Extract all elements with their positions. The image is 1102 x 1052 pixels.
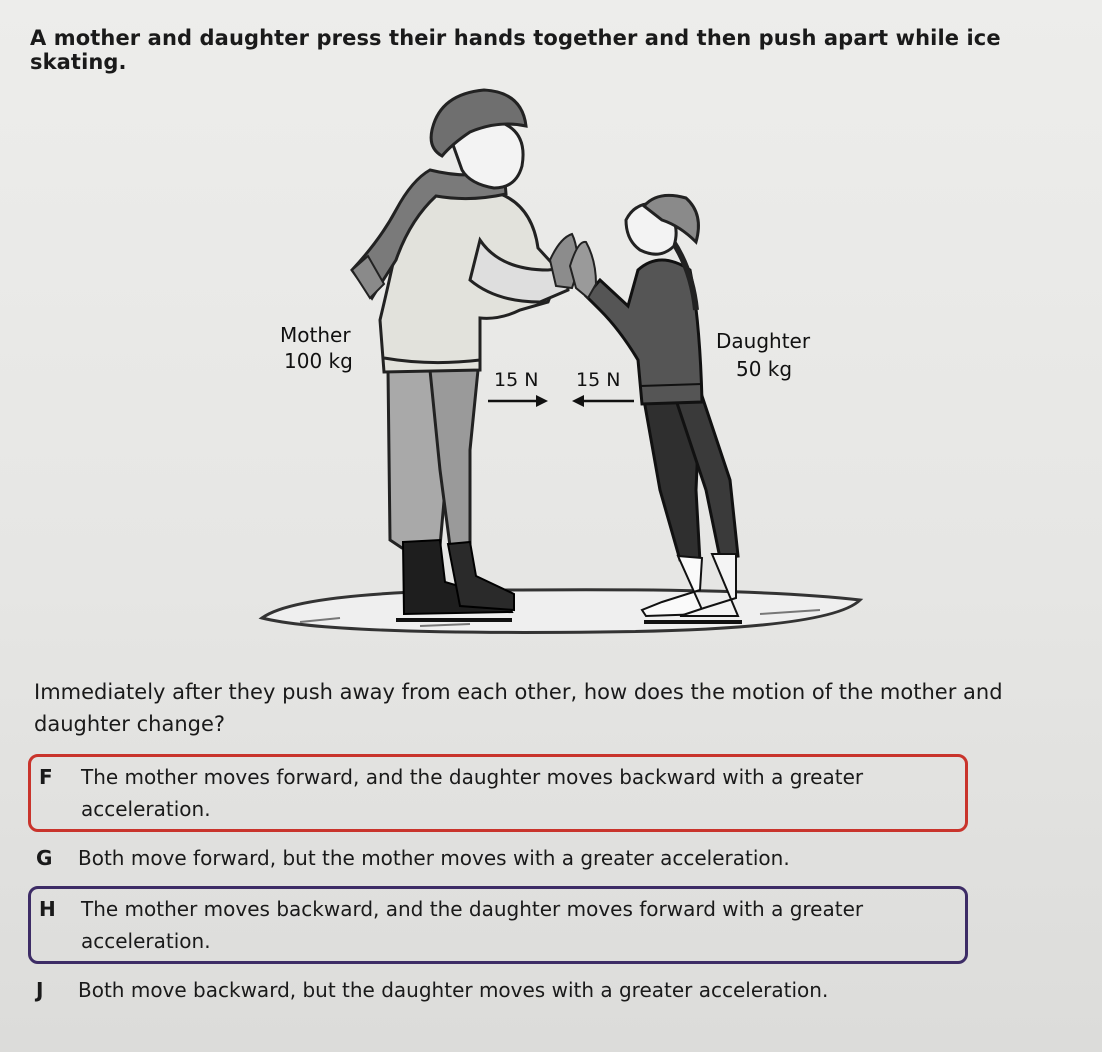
mother-label: Mother bbox=[280, 323, 351, 347]
force-label-left: 15 N bbox=[494, 369, 539, 391]
choice-j[interactable] bbox=[28, 974, 968, 1006]
question-text: Immediately after they push away from each other, how does the motion of the mother and daughter change? bbox=[34, 680, 1003, 736]
choice-f[interactable] bbox=[28, 754, 968, 832]
daughter-label: Daughter bbox=[716, 329, 811, 353]
question-stem: A mother and daughter press their hands together and then push apart while ice skating. bbox=[30, 26, 1001, 74]
daughter-figure bbox=[570, 195, 742, 622]
mother-figure bbox=[352, 90, 578, 620]
choice-g[interactable] bbox=[28, 842, 968, 874]
choice-text: Both move forward, but the mother moves with a greater acceleration. bbox=[78, 846, 790, 870]
choice-text: Both move backward, but the daughter moves with a greater acceleration. bbox=[78, 978, 829, 1002]
choice-letter: J bbox=[36, 978, 44, 1002]
choice-letter: F bbox=[39, 765, 53, 789]
choice-h[interactable] bbox=[28, 886, 968, 964]
mother-mass: 100 kg bbox=[284, 349, 353, 373]
ice-patch bbox=[262, 590, 860, 633]
choice-letter: G bbox=[36, 846, 53, 870]
choice-text: The mother moves backward, and the daughter moves forward with a greater acceleration. bbox=[81, 897, 864, 953]
daughter-mass: 50 kg bbox=[736, 357, 793, 381]
skaters-illustration bbox=[0, 70, 1102, 670]
force-label-right: 15 N bbox=[576, 369, 621, 391]
choice-text: The mother moves forward, and the daughter moves backward with a greater acceleration. bbox=[81, 765, 864, 821]
choice-letter: H bbox=[39, 897, 56, 921]
